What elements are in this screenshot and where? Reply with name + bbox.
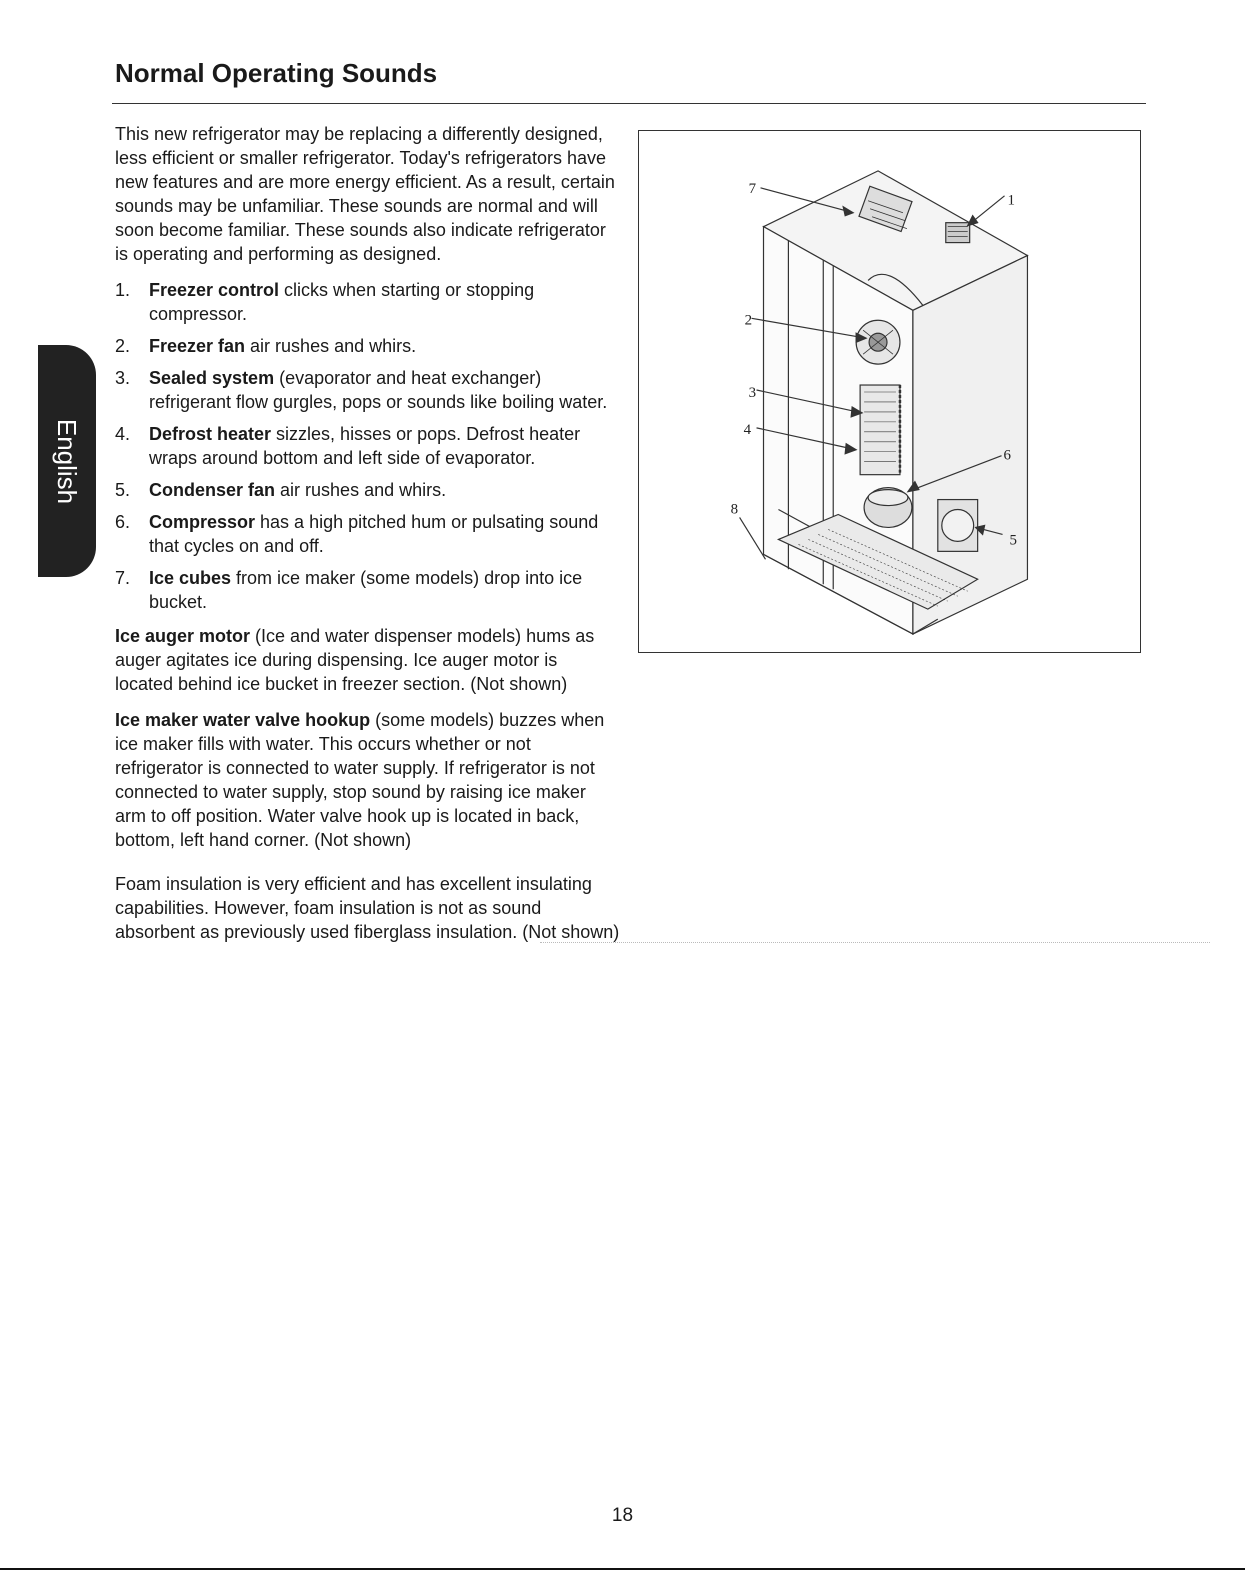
callout-label: 2 bbox=[744, 312, 753, 329]
list-item: 7. Ice cubes from ice maker (some models) drop into ice bucket. bbox=[115, 568, 583, 612]
scan-artifact-line bbox=[540, 942, 1210, 943]
callout-label: 1 bbox=[1007, 192, 1015, 209]
sounds-list bbox=[115, 278, 620, 614]
list-item: 2. Freezer fan air rushes and whirs. bbox=[115, 336, 417, 356]
page-number: 18 bbox=[611, 1505, 634, 1526]
callout-label: 6 bbox=[1003, 447, 1012, 464]
list-item: 1. Freezer control clicks when starting or stopping compressor. bbox=[115, 280, 535, 324]
language-tab-label: English bbox=[52, 418, 83, 504]
auger-paragraph: Ice auger motor (Ice and water dispenser models) hums as auger agitates ice during dispensing. Ice auger motor is located behind ice bucket in freezer section. (Not shown) bbox=[115, 626, 595, 694]
bottom-divider bbox=[0, 1568, 1245, 1570]
refrigerator-illustration bbox=[639, 131, 1140, 652]
callout-label: 4 bbox=[743, 421, 752, 438]
foam-paragraph: Foam insulation is very efficient and has excellent insulating capabilities. However, foam insulation is not as sound absorbent as previously used fiberglass insulation. (Not shown) bbox=[115, 874, 620, 942]
callout-label: 3 bbox=[748, 384, 757, 401]
title-divider bbox=[112, 103, 1146, 104]
intro-paragraph: This new refrigerator may be replacing a differently designed, less efficient or smaller refrigerator. Today's refrigerators have new features and are more energy efficient. As a result, certain sounds may be unfamiliar. These sounds are normal and will soon become familiar. These sounds also indicate refrigerator is operating and performing as designed. bbox=[115, 124, 615, 264]
callout-label: 7 bbox=[748, 180, 757, 197]
list-item: 5. Condenser fan air rushes and whirs. bbox=[115, 480, 447, 500]
refrigerator-diagram bbox=[638, 130, 1141, 653]
callout-label: 5 bbox=[1009, 532, 1017, 549]
list-item: 4. Defrost heater sizzles, hisses or pops. Defrost heater wraps around bottom and left side of evaporator. bbox=[115, 424, 581, 468]
language-tab bbox=[38, 345, 96, 577]
main-text-column bbox=[115, 122, 620, 956]
valve-paragraph: Ice maker water valve hookup (some models) buzzes when ice maker fills with water. This occurs whether or not refrigerator is connected to water supply. If refrigerator is not connected to water supply, stop sound by raising ice maker arm to off position. Water valve hook up is located in back, bottom, left hand corner. (Not shown) bbox=[115, 710, 605, 850]
callout-label: 8 bbox=[730, 501, 739, 518]
list-item: 6. Compressor has a high pitched hum or pulsating sound that cycles on and off. bbox=[115, 512, 599, 556]
page-title: Normal Operating Sounds bbox=[115, 58, 438, 88]
list-item: 3. Sealed system (evaporator and heat exchanger) refrigerant flow gurgles, pops or sounds like boiling water. bbox=[115, 368, 608, 412]
